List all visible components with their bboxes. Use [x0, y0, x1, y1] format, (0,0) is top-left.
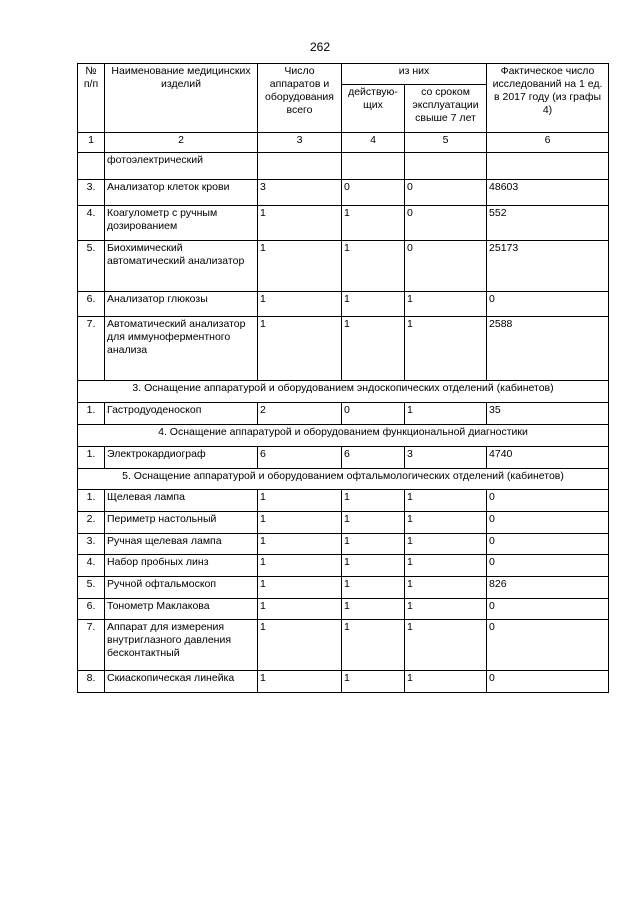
table-row: 2. Периметр настольный 1 1 1 0 [78, 512, 609, 534]
col-number: 5 [405, 133, 487, 153]
table-row: 1. Электрокардиограф 6 6 3 4740 [78, 447, 609, 469]
header-name: Наименование медицинских изделий [105, 64, 258, 133]
page-number: 262 [309, 40, 331, 54]
table-row: 6. Анализатор глюкозы 1 1 1 0 [78, 292, 609, 317]
table-row: 4. Коагулометр с ручным дозированием 1 1 0 552 [78, 206, 609, 241]
section-title: 5. Оснащение аппаратурой и оборудованием офтальмологических отделений (кабинетов) [78, 469, 609, 490]
table-row: 3. Ручная щелевая лампа 1 1 1 0 [78, 534, 609, 555]
header-active: действую-щих [342, 85, 405, 133]
col-number: 4 [342, 133, 405, 153]
col-number: 3 [258, 133, 342, 153]
table-row: 5. Биохимический автоматический анализатор 1 1 0 25173 [78, 241, 609, 292]
table-row: 7. Автоматический анализатор для иммуноферментного анализа 1 1 1 2588 [78, 317, 609, 381]
table-row: 1. Щелевая лампа 1 1 1 0 [78, 490, 609, 512]
table-row: 7. Аппарат для измерения внутриглазного давления бесконтактный 1 1 1 0 [78, 620, 609, 671]
section-title: 3. Оснащение аппаратурой и оборудованием эндоскопических отделений (кабинетов) [78, 381, 609, 403]
col-number: 1 [78, 133, 105, 153]
table-row: 3. Анализатор клеток крови 3 0 0 48603 [78, 180, 609, 206]
section-title: 4. Оснащение аппаратурой и оборудованием функциональной диагностики [78, 425, 609, 447]
col-number: 6 [487, 133, 609, 153]
table-row: 8. Скиаскопическая линейка 1 1 1 0 [78, 671, 609, 693]
equipment-table [77, 63, 609, 693]
header-count: Число аппаратов и оборудования всего [258, 64, 342, 133]
table-row: 6. Тонометр Маклакова 1 1 1 0 [78, 599, 609, 620]
header-actual: Фактическое число исследований на 1 ед. в 2017 году (из графы 4) [487, 64, 609, 133]
table-row: 1. Гастродуоденоскоп 2 0 1 35 [78, 403, 609, 425]
col-number: 2 [105, 133, 258, 153]
table-row: 4. Набор пробных линз 1 1 1 0 [78, 555, 609, 577]
header-num: № п/п [78, 64, 105, 133]
table-row: 5. Ручной офтальмоскоп 1 1 1 826 [78, 577, 609, 599]
header-old: со сроком эксплуатации свыше 7 лет [405, 85, 487, 133]
header-of-them: из них [342, 64, 487, 85]
table-row: фотоэлектрический [78, 153, 609, 180]
